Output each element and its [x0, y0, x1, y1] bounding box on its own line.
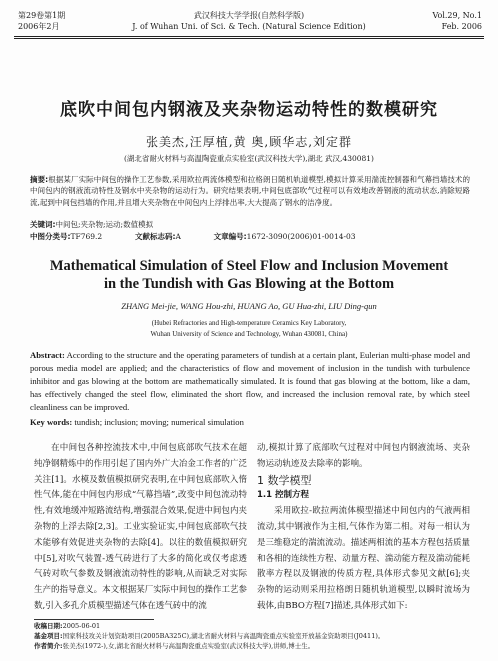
- intro-paragraph-continued: 动,模拟计算了底部吹气过程对中间包内钢液流场、夹杂物运动轨迹及去除率的影响。: [257, 443, 470, 469]
- doc-code-label: 文献标志码:: [134, 232, 176, 241]
- governing-equations-paragraph: 采用欧拉-欧拉两流体模型描述中间包内的气液两相流动,其中钢液作为主相,气体作为第二相。对每一相认为是三维稳定的湍流流动。描述两相流的基本方程包括质量和各相的连续性方程、动量方程、湍动能方程及湍动能耗散率方程以及钢液的传质方程,具体形式参见文献[6];夹杂物的运动则采用拉格朗日随机轨道模型,以瞬时流场为载体,由BBO方程[7]描述,具体形式如下:: [257, 506, 470, 611]
- header-rule-bottom: [14, 38, 484, 39]
- running-header-center: [0, 10, 498, 32]
- intro-paragraph: 在中间包各种控流技术中,中间包底部吹气技术在超纯净钢精炼中的作用引起了国内外广大冶金工作者的广泛关注[1]。水模及数值模拟研究表明,在中间包底部吹入惰性气体,能在中间包内形成“气幕挡墙”,改变中间包流动特性,有效地缓冲短路流结构,增强混合效果,促进中间包内夹杂物的上浮去除[2,3]。工业实验证实,中间包底部吹气技术能够有效促进夹杂物的去除[4]。以往的数值模拟研究中[5],对吹气装置-透气砖进行了大多的简化或仅考虑透气砖对吹气参数及钢液流动特性的影响,从而缺乏对实际生产的指导意义。本文根据某厂实际中间包的操作工艺参数,引入多孔介质模型描述气体在透气砖中的流: [34, 443, 247, 611]
- footnote-fund: [34, 631, 474, 641]
- volume-issue-cn: 第29卷第1期: [18, 11, 66, 20]
- keywords-en: [30, 417, 470, 427]
- date-cn: 2006年2月: [18, 22, 60, 31]
- received-label: 收稿日期:: [34, 622, 63, 630]
- footnote-author: [34, 641, 474, 651]
- author-bio-label: 作者简介:: [34, 642, 63, 650]
- body-right-column: [257, 441, 470, 615]
- doc-code: A: [175, 232, 181, 241]
- abstract-cn: [30, 174, 470, 208]
- paper-title-en-line2: in the Tundish with Gas Blowing at the Bottom: [103, 276, 395, 292]
- body-left-column: [34, 441, 247, 615]
- footnote-received: [34, 621, 474, 631]
- clc-label: 中图分类号:: [30, 232, 71, 241]
- section-heading-math-model: 1 数学模型: [257, 473, 312, 487]
- running-header-right: [432, 10, 482, 32]
- affiliation-en-line1: (Hubei Refractories and High-temperature Ceramics Key Laboratory,: [151, 319, 347, 327]
- abstract-en-text: According to the structure and the operating parameters of tundish at a certain plant, Eulerian multi-phase model and porous media model are applied; and the characteristics of flow and movement of inclusion in the tundish with turbulence inhibitor and gas blowing at the bottom are mathematically simulated. It is found that gas blowing at the bottom, like a dam, has effectively changed the steel flow, eliminated the short flow, and increased the inclusion removal rate, by which steel cleanliness can be improved.: [30, 350, 470, 412]
- paper-title-cn: 底吹中间包内钢液及夹杂物运动特性的数模研究: [60, 100, 438, 120]
- header-rule-top: [14, 36, 484, 37]
- journal-name-cn: 武汉科技大学学报(自然科学版): [193, 11, 305, 20]
- abstract-cn-text: 根据某厂实际中间包的操作工艺参数,采用欧拉两流体模型和拉格朗日随机轨道模型,模拟计算采用湍流控制器和气幕挡墙技术的中间包内的钢液流动特性及钢水中夹杂物的运动行为。研究结果表明,中间包底部吹气过程可以有效地改善钢液的流动状态,消除短路流,起到中间包挡墙的作用,并且增大夹杂物在中间包内上浮排出率,大大提高了钢水的洁净度。: [30, 175, 471, 207]
- footnote-rule: [34, 619, 154, 620]
- journal-name-en: J. of Wuhan Uni. of Sci. & Tech. (Natural Science Edition): [132, 22, 366, 31]
- keywords-cn-text: 中间包;夹杂物;运动;数值模拟: [55, 220, 154, 229]
- paper-title-en-line1: Mathematical Simulation of Steel Flow and Inclusion Movement: [49, 258, 449, 274]
- fund-text: 国家科技攻关计划资助项目(2005BA325C),湖北省耐火材料与高温陶瓷重点实验室开放基金资助项目(J0411)。: [62, 632, 385, 640]
- keywords-en-text: tundish; inclusion; moving; numerical simulation: [74, 417, 244, 427]
- paper-title-en: [0, 257, 498, 293]
- classification-line: [30, 231, 470, 242]
- abstract-cn-label: 摘要:: [30, 175, 49, 184]
- abstract-en: [30, 349, 470, 414]
- authors-en: ZHANG Mei-jie, WANG Hou-zhi, HUANG Ao, GU Hua-zhi, LIU Ding-qun: [121, 301, 377, 311]
- affiliation-cn: (湖北省耐火材料与高温陶瓷重点实验室(武汉科技大学),湖北 武汉,430081): [124, 154, 374, 163]
- article-id: 1672-3090(2006)01-0014-03: [246, 232, 356, 241]
- authors-cn: 张美杰,汪厚植,黄 奥,顾华志,刘定群: [145, 135, 353, 149]
- footnotes: [34, 621, 474, 651]
- fund-label: 基金项目:: [34, 632, 63, 640]
- keywords-cn-label: 关键词:: [30, 220, 56, 229]
- keywords-cn: [30, 219, 470, 230]
- keywords-en-label: Key words:: [30, 417, 73, 427]
- volume-issue-en: Vol.29, No.1: [432, 11, 482, 20]
- affiliation-en-line2: Wuhan University of Science and Technology, Wuhan 430081, China): [150, 330, 348, 338]
- abstract-en-label: Abstract:: [30, 350, 65, 360]
- subsection-heading-governing-equations: 1.1 控制方程: [257, 490, 310, 501]
- article-id-label: 文章编号:: [213, 232, 247, 241]
- author-bio-text: 张美杰(1972-),女,湖北省耐火材料与高温陶瓷重点实验室(武汉科技大学),讲师,博士生。: [62, 642, 315, 650]
- date-en: Feb. 2006: [441, 22, 482, 31]
- received-date: 2005-06-01: [62, 622, 101, 630]
- clc-number: TF769.2: [70, 232, 103, 241]
